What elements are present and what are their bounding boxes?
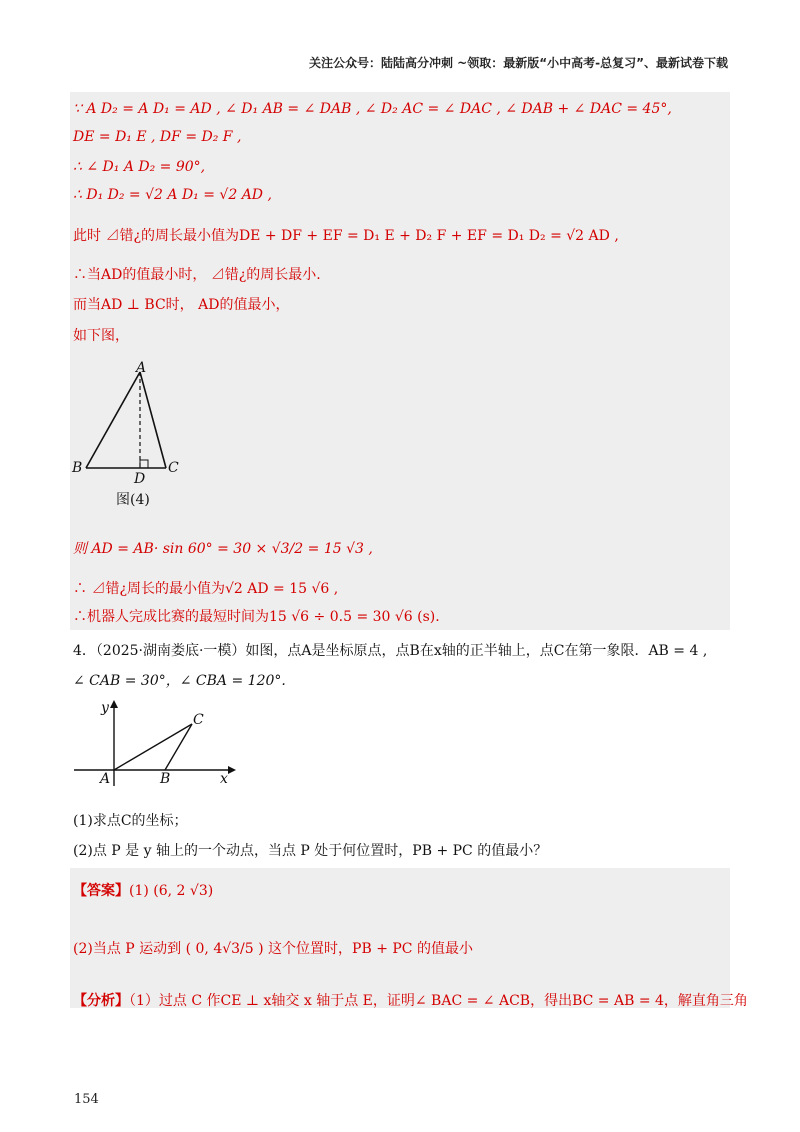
- page-header: 关注公众号：陆陆高分冲刺 ~领取：最新版“小中高考-总复习”、最新试卷下载: [309, 56, 728, 70]
- answer-line-2: (2)当点 P 运动到 ( 0, 4√3/5 ) 这个位置时，PB + PC 的值最小: [73, 941, 473, 957]
- answer-line-1: [73, 882, 213, 900]
- solution-line-5: 此时 ⊿错¿的周长最小值为DE + DF + EF = D₁ E + D₂ F + EF = D₁ D₂ = √2 AD ,: [73, 228, 619, 244]
- solution-line-8: 如下图，: [73, 328, 129, 344]
- analysis-line: [73, 992, 748, 1010]
- page-number: 154: [74, 1092, 99, 1107]
- label-C2: C: [193, 712, 204, 728]
- question-4-part-2: (2)点 P 是 y 轴上的一个动点，当点 P 处于何位置时，PB + PC 的值最小？: [73, 843, 548, 859]
- solution-line-11: ∴机器人完成比赛的最短时间为15 √6 ÷ 0.5 = 30 √6 (s).: [73, 609, 440, 625]
- label-y: y: [101, 700, 109, 716]
- solution-line-9: 则 AD = AB· sin 60° = 30 × √3/2 = 15 √3 ,: [73, 541, 373, 557]
- solution-line-4: ∴ D₁ D₂ = √2 A D₁ = √2 AD ,: [73, 187, 272, 203]
- label-A: A: [136, 360, 147, 376]
- label-B: B: [72, 460, 83, 476]
- solution-line-10: ∴ ⊿错¿周长的最小值为√2 AD = 15 √6 ,: [73, 581, 339, 597]
- analysis-text: （1）过点 C 作CE ⊥ x轴交 x 轴于点 E，证明∠ BAC = ∠ ACB，得出BC = AB = 4，解直角三角: [129, 993, 748, 1009]
- solution-line-2: DE = D₁ E , DF = D₂ F ,: [73, 129, 242, 145]
- solution-line-1: ∵ A D₂ = A D₁ = AD , ∠ D₁ AB = ∠ DAB , ∠ D₂ AC = ∠ DAC , ∠ DAB + ∠ DAC = 45°,: [73, 101, 672, 117]
- solution-line-3: ∴ ∠ D₁ A D₂ = 90°,: [73, 159, 206, 175]
- answer-1: (1) (6, 2 √3): [129, 883, 214, 899]
- question-4-line-2: ∠ CAB = 30°，∠ CBA = 120°.: [73, 673, 286, 689]
- coordinate-figure: [70, 700, 240, 790]
- label-B2: B: [160, 771, 171, 787]
- solution-line-7: 而当AD ⊥ BC时， AD的值最小，: [73, 297, 290, 313]
- analysis-tag: 【分析】: [73, 993, 129, 1009]
- question-4-line-1: 4．（2025·湖南娄底·一模）如图，点A是坐标原点，点B在x轴的正半轴上，点C在第一象限．AB = 4 ,: [73, 643, 708, 659]
- answer-tag: 【答案】: [73, 883, 129, 899]
- label-x: x: [220, 771, 228, 787]
- label-C: C: [168, 460, 179, 476]
- solution-line-6: ∴当AD的值最小时， ⊿错¿的周长最小.: [73, 267, 321, 283]
- label-D: D: [134, 471, 146, 487]
- label-A2: A: [100, 771, 111, 787]
- figure-caption: 图(4): [116, 492, 150, 508]
- question-4-part-1: (1)求点C的坐标；: [73, 813, 188, 829]
